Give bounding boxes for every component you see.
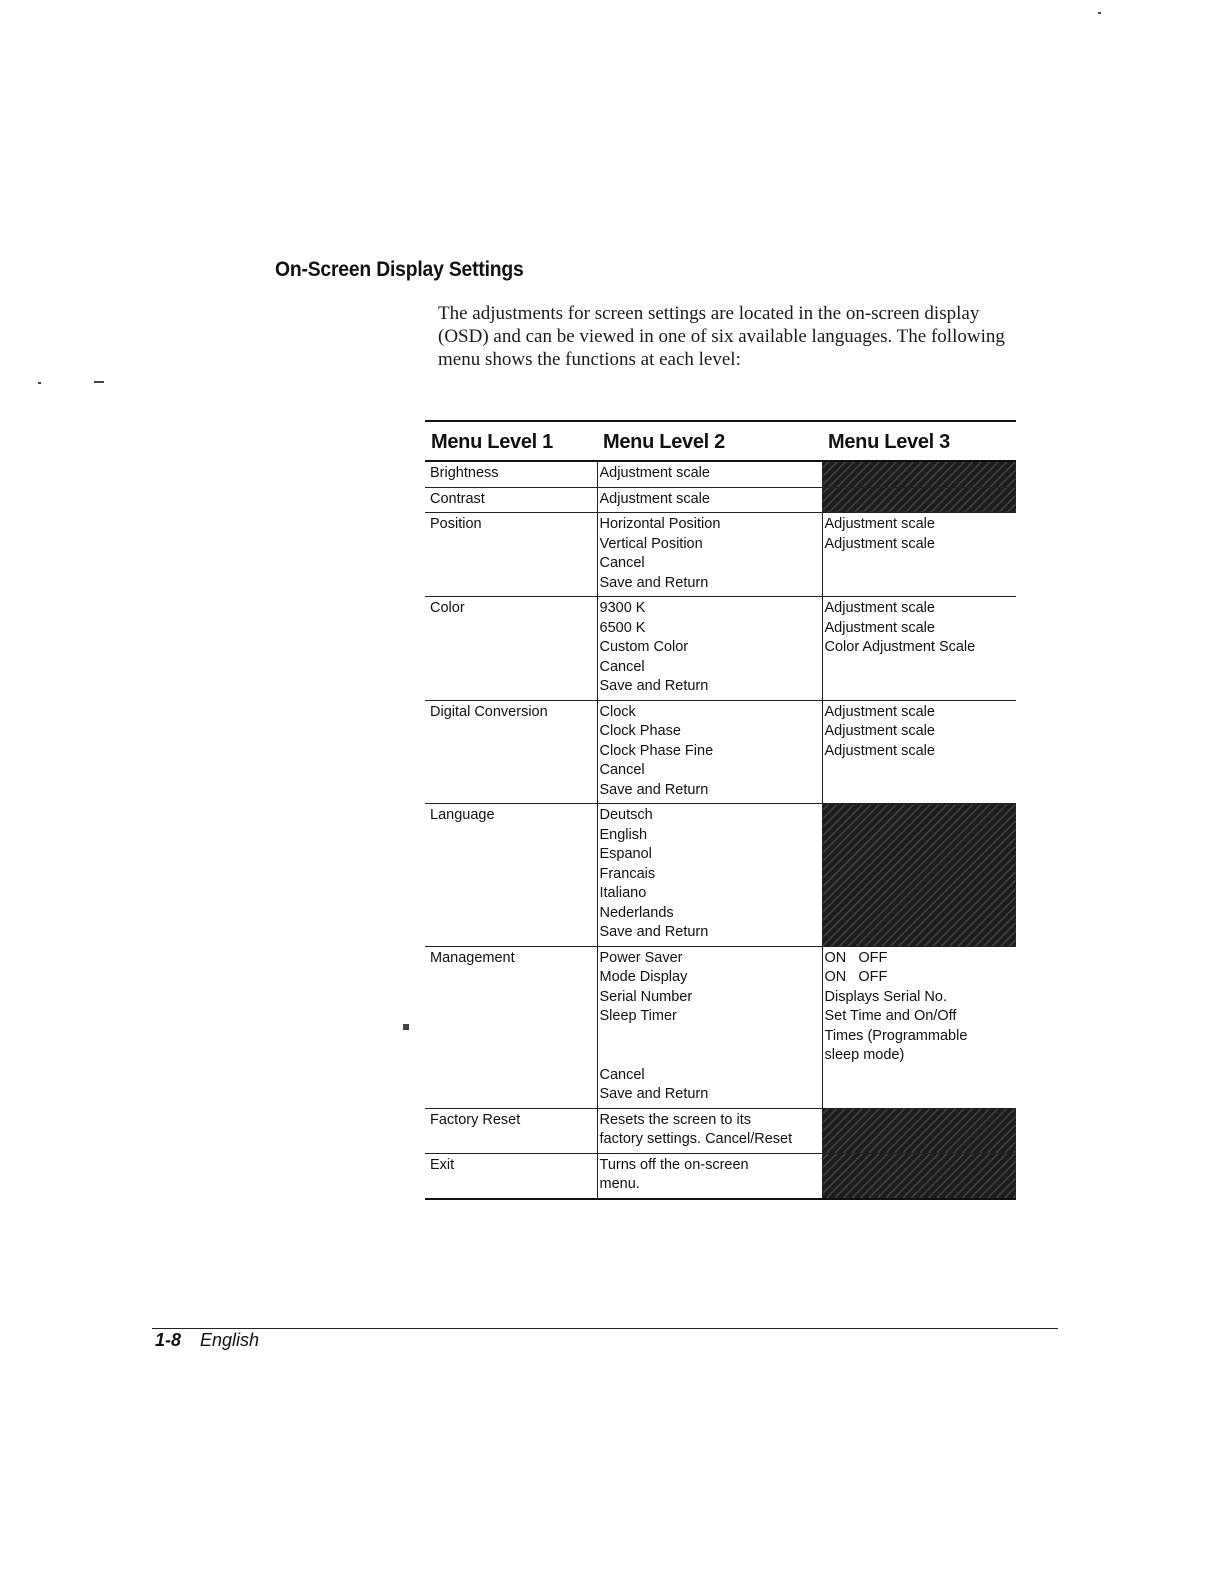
menu-level2-item: Francais (599, 865, 656, 882)
menu-level2-item (600, 1046, 818, 1066)
menu-level3-item: Adjustment scale (824, 516, 935, 532)
menu-level2-item: Mode Display (599, 969, 688, 985)
menu-level2-item: factory settings. Cancel/Reset (599, 1131, 793, 1147)
column-header-level3: Menu Level 3 (822, 421, 1016, 461)
menu-level3-item: ON OFF (824, 949, 888, 966)
menu-level3-cell (822, 946, 1016, 1108)
menu-level3-cell (822, 513, 1016, 597)
menu-level3-item: Adjustment scale (824, 703, 935, 720)
menu-level2-item: Adjustment scale (599, 490, 710, 507)
menu-level2-item: menu. (599, 1176, 640, 1192)
menu-level1-cell: Position (425, 513, 597, 597)
menu-level3-item: sleep mode) (824, 1047, 905, 1063)
page-number: 1-8 (155, 1330, 182, 1350)
menu-level3-item: Adjustment scale (824, 742, 935, 759)
menu-level3-item: Adjustment scale (824, 600, 935, 616)
shaded-cell (822, 1108, 1016, 1153)
menu-level3-item: Set Time and On/Off (824, 1008, 957, 1024)
menu-level2-item: Save and Return (599, 924, 709, 940)
menu-level3-item: Displays Serial No. (824, 988, 947, 1005)
menu-level2-item: 9300 K (599, 600, 646, 616)
menu-level1-cell: Factory Reset (425, 1108, 597, 1153)
shaded-cell (822, 487, 1016, 513)
page-title: On-Screen Display Settings (275, 258, 524, 281)
shaded-cell (822, 461, 1016, 487)
table-row (425, 946, 1016, 1108)
menu-level2-item: Power Saver (599, 949, 683, 966)
menu-level1-cell: Digital Conversion (425, 700, 597, 804)
menu-level2-item: Deutsch (599, 807, 653, 823)
menu-level2-cell (597, 946, 822, 1108)
menu-level2-item: Custom Color (599, 639, 689, 655)
menu-level2-cell (597, 804, 822, 947)
menu-level2-item: Horizontal Position (599, 516, 721, 532)
footer-rule (152, 1328, 1058, 1329)
table-row (425, 487, 1016, 513)
menu-level1-cell: Exit (425, 1153, 597, 1199)
menu-level2-item: Turns off the on-screen (599, 1156, 749, 1173)
menu-level2-cell (597, 1153, 822, 1199)
menu-level2-item: Adjustment scale (599, 465, 710, 481)
menu-level2-item: Espanol (599, 846, 652, 862)
table-header-row (425, 421, 1016, 461)
table-row (425, 461, 1016, 487)
scan-speck (38, 382, 41, 384)
menu-level2-cell (597, 1108, 822, 1153)
column-header-level1: Menu Level 1 (425, 421, 597, 461)
table-row (425, 804, 1016, 947)
menu-level2-item: Resets the screen to its (599, 1111, 752, 1128)
menu-level2-item (600, 1027, 818, 1047)
menu-level3-cell (822, 597, 1016, 701)
scan-speck (1098, 12, 1101, 14)
menu-level3-item: Adjustment scale (824, 619, 935, 636)
column-header-level2: Menu Level 2 (597, 421, 822, 461)
menu-level3-item: Adjustment scale (824, 535, 935, 552)
menu-level1-cell: Contrast (425, 487, 597, 513)
menu-level1-cell: Language (425, 804, 597, 947)
table-body (425, 461, 1016, 1199)
table-row (425, 1108, 1016, 1153)
menu-level2-item: Italiano (599, 885, 647, 901)
menu-level2-item: Nederlands (599, 904, 674, 921)
menu-level3-item: Adjustment scale (824, 723, 935, 739)
page-footer (155, 1330, 259, 1351)
menu-level3-item: Times (Programmable (824, 1027, 968, 1044)
menu-level2-cell (597, 513, 822, 597)
menu-level2-item: Sleep Timer (599, 1008, 677, 1024)
scan-speck (403, 1024, 409, 1030)
menu-level2-item: Serial Number (599, 988, 693, 1005)
table-row (425, 513, 1016, 597)
menu-level2-item: English (599, 826, 648, 843)
menu-level2-item: Clock (599, 703, 636, 720)
menu-level3-cell (822, 700, 1016, 804)
menu-level2-item: Cancel (599, 1066, 645, 1083)
shaded-cell (822, 804, 1016, 947)
menu-level1-cell: Management (425, 946, 597, 1108)
menu-level2-cell (597, 700, 822, 804)
menu-level1-cell: Brightness (425, 461, 597, 487)
menu-level2-item: Cancel (599, 658, 645, 675)
menu-level2-item: 6500 K (599, 619, 646, 636)
intro-paragraph: The adjustments for screen settings are located in the on-screen display (OSD) and can be viewed in one of six available languages. The following menu shows the functions at each level: (438, 303, 1005, 370)
menu-level2-item: Cancel (599, 555, 645, 571)
shaded-cell (822, 1153, 1016, 1199)
menu-level2-item: Save and Return (599, 1086, 709, 1102)
menu-level2-cell (597, 597, 822, 701)
menu-level2-item: Save and Return (599, 574, 709, 591)
menu-level3-item: ON OFF (824, 969, 888, 985)
menu-level2-item: Vertical Position (599, 535, 703, 552)
menu-level2-item: Clock Phase Fine (599, 742, 714, 759)
menu-level2-item: Save and Return (599, 781, 709, 798)
table-row (425, 597, 1016, 701)
menu-level3-item: Color Adjustment Scale (824, 639, 976, 655)
scan-speck (94, 381, 104, 383)
menu-level1-cell: Color (425, 597, 597, 701)
table-row (425, 1153, 1016, 1199)
menu-level2-item: Cancel (599, 762, 645, 778)
menu-level2-cell (597, 461, 822, 487)
menu-level2-item: Save and Return (599, 678, 709, 694)
osd-menu-table (425, 420, 1016, 1200)
menu-level2-item: Clock Phase (599, 723, 681, 739)
table-row (425, 700, 1016, 804)
menu-level2-cell (597, 487, 822, 513)
footer-language: English (200, 1330, 260, 1350)
